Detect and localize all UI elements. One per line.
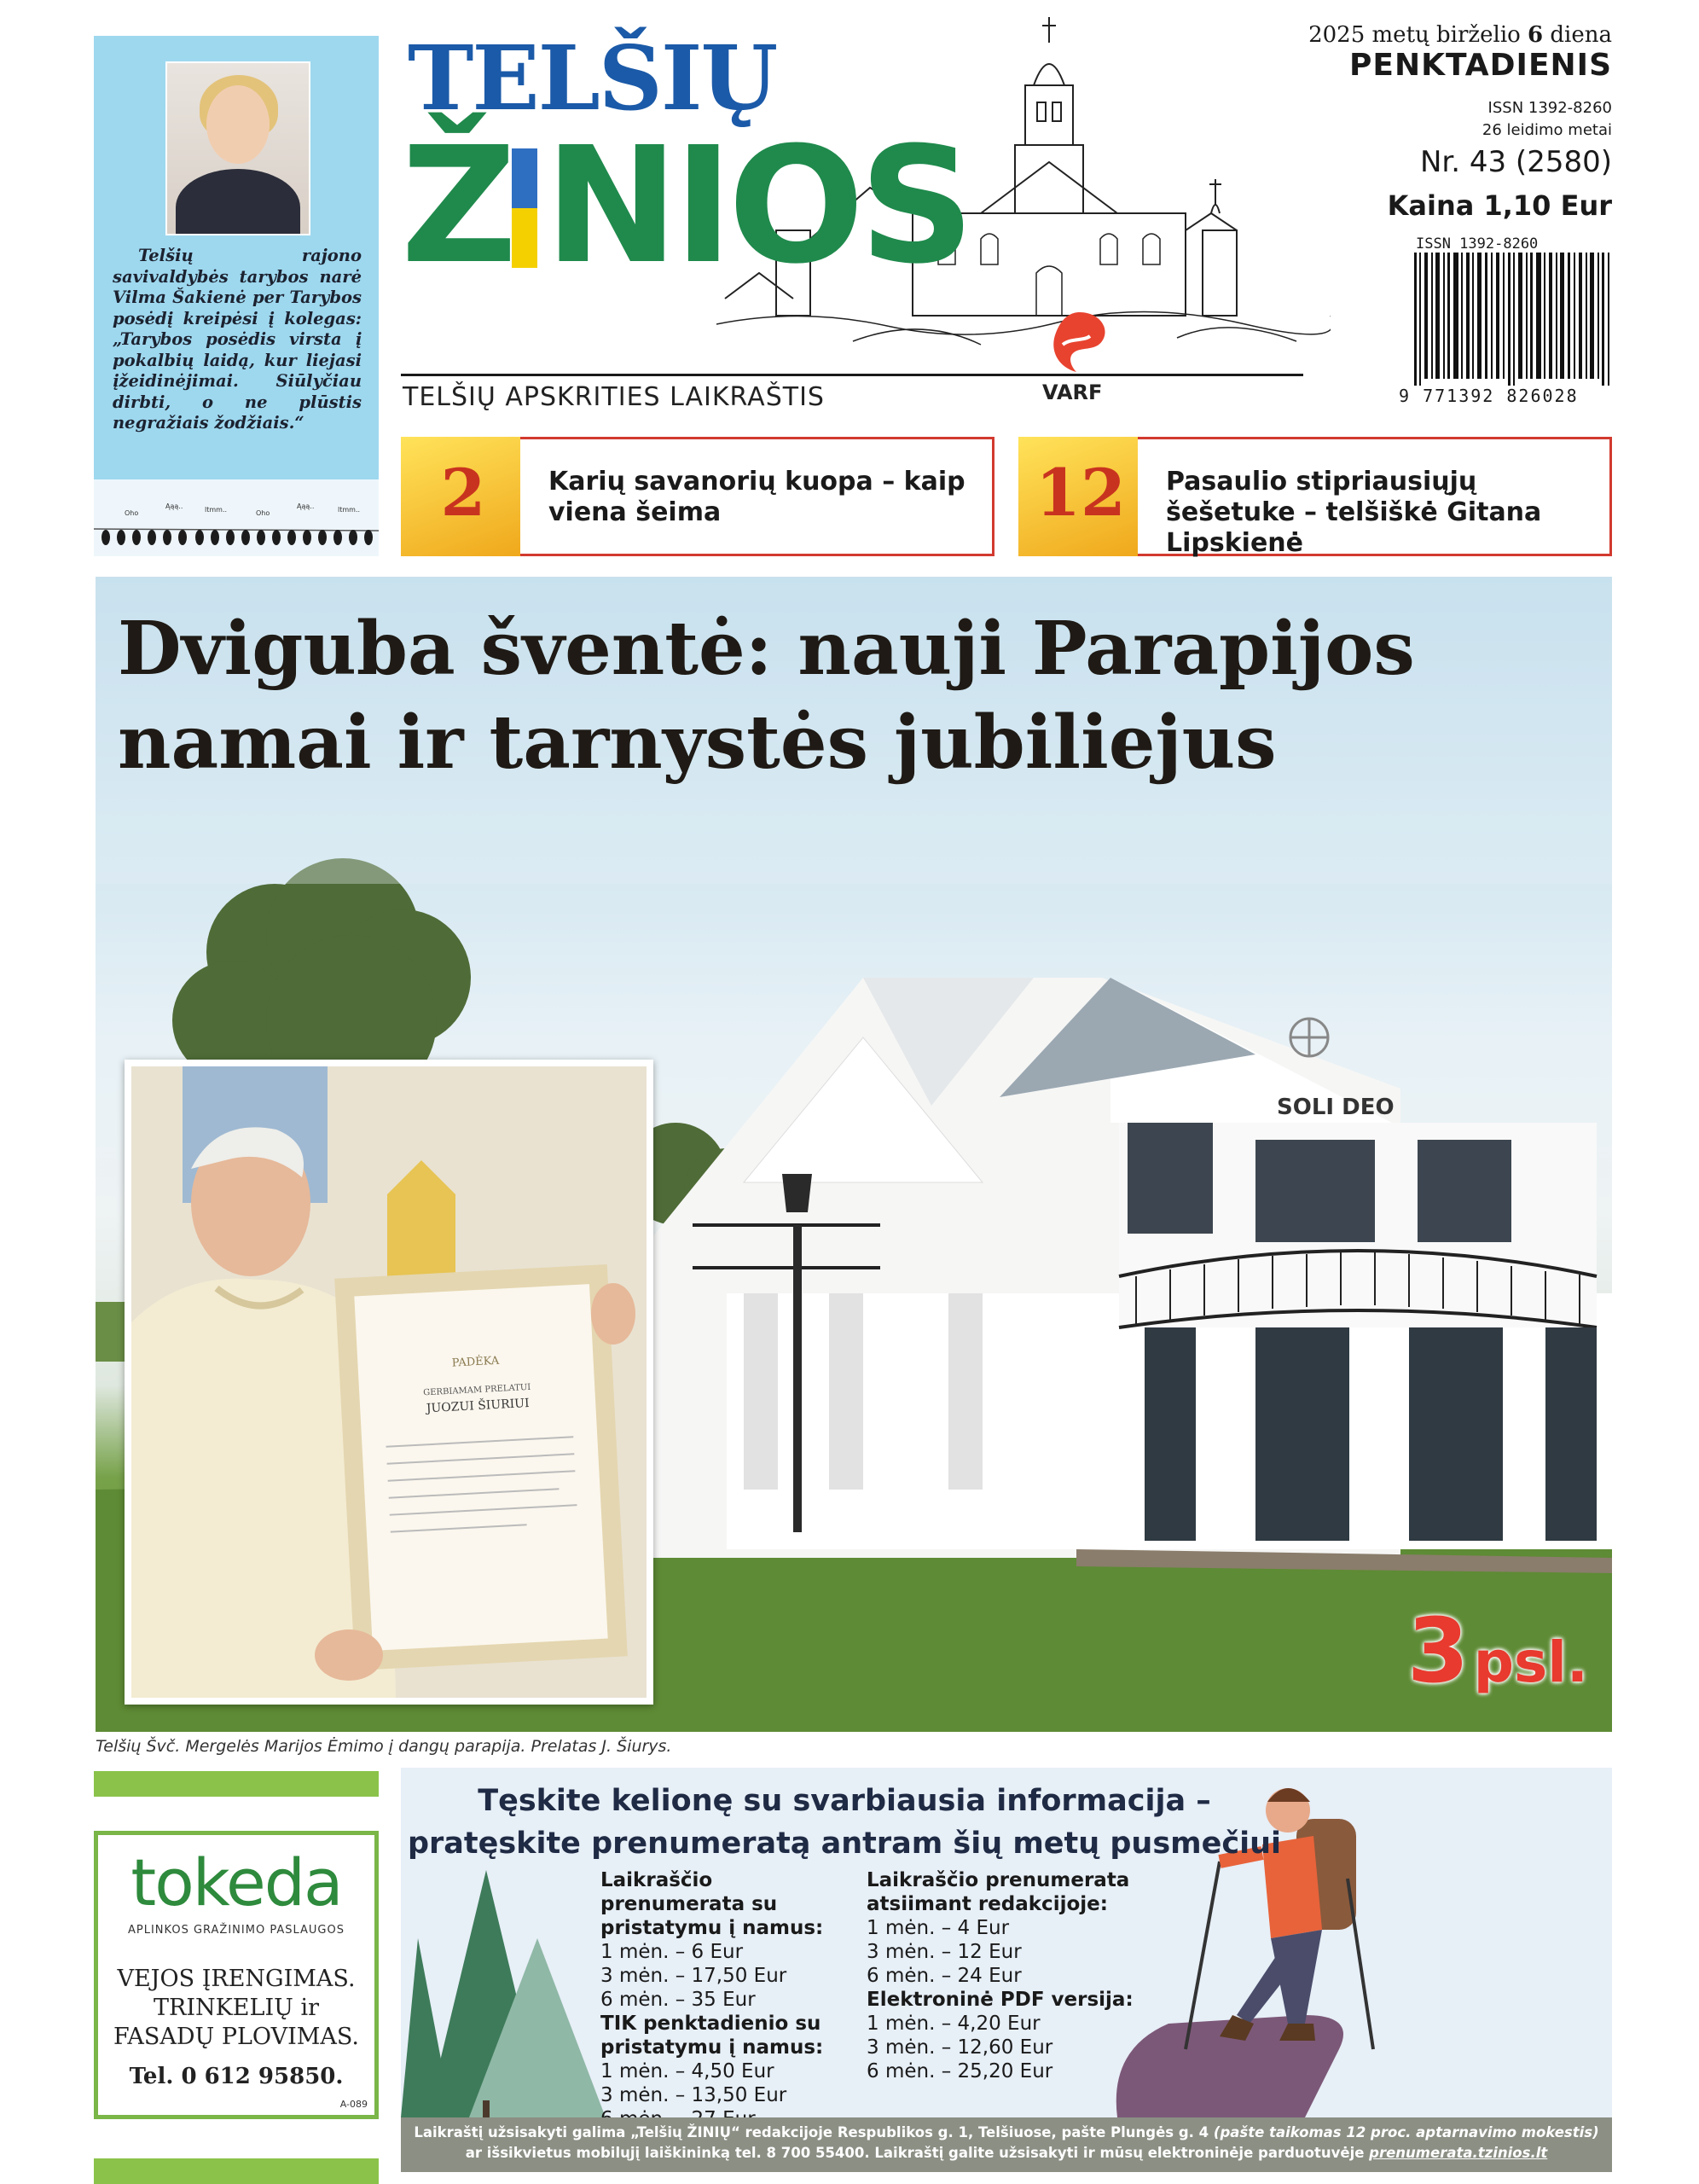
price-row: 3 mėn. – 17,50 Eur: [600, 1965, 787, 1987]
lead-photo-caption: Telšių Švč. Mergelės Marijos Ėmimo į dangų parapija. Prelatas J. Šiurys.: [96, 1737, 672, 1756]
issue-number: Nr. 43 (2580): [1419, 145, 1612, 179]
masthead-subtitle: TELŠIŲ APSKRITIES LAIKRAŠTIS: [403, 382, 825, 412]
home-delivery-heading: Laikraščio prenumerata su pristatymu į namus:: [600, 1869, 824, 1939]
footer-line-1: Laikraštį užsisakyti galima „Telšių ŽINIŲ“ redakcijoje Respublikos g. 1, Telšiuose, pašte Plungės g. 4: [414, 2124, 1209, 2140]
subscription-column-home: [600, 1868, 856, 2131]
building-sign: SOLI DEO: [1277, 1095, 1395, 1120]
price-row: 1 mėn. – 4,20 Eur: [867, 2013, 1041, 2035]
issue-publishing-year: 26 leidimo metai: [1482, 121, 1612, 139]
price-row: 1 mėn. – 4,50 Eur: [600, 2060, 774, 2082]
svg-text:Ąąą..: Ąąą..: [165, 502, 183, 510]
masthead-title-first-letter: Ž: [401, 113, 513, 299]
lead-page-label: psl.: [1473, 1629, 1588, 1695]
issue-issn: ISSN 1392-8260: [1487, 99, 1612, 117]
subscription-shop-link[interactable]: prenumerata.tzinios.lt: [1369, 2145, 1548, 2161]
tokeda-logo: tokeda: [130, 1844, 342, 1920]
varf-logo-icon: [1046, 307, 1114, 375]
subscription-promo[interactable]: [401, 1768, 1612, 2172]
teaser-title: Pasaulio stipriausiųjų šešetuke – telšiškė Gitana Lipskienė: [1166, 467, 1542, 558]
svg-text:ltmm..: ltmm..: [338, 506, 361, 514]
green-divider: [94, 2158, 379, 2184]
office-pickup-heading: Laikraščio prenumerata atsiimant redakcijoje:: [867, 1869, 1130, 1915]
ukraine-flag-letter-i: [512, 148, 537, 268]
svg-text:ltmm..: ltmm..: [205, 506, 228, 514]
masthead-title-top: TELŠIŲ: [408, 26, 777, 131]
lead-story[interactable]: [96, 577, 1612, 1732]
birds-on-wire-illustration: [94, 479, 379, 556]
subscription-headline-line-1: Tęskite kelionę su svarbiausia informacija –: [478, 1784, 1211, 1818]
pdf-version-heading: Elektroninė PDF versija:: [867, 1989, 1134, 2011]
lead-page-reference[interactable]: [1407, 1599, 1588, 1703]
issue-weekday: PENKTADIENIS: [1349, 48, 1612, 83]
price-row: 1 mėn. – 4 Eur: [867, 1917, 1010, 1939]
price-row: 6 mėn. – 35 Eur: [600, 1989, 756, 2011]
teaser-page-2[interactable]: [401, 437, 994, 556]
lead-headline[interactable]: Dviguba šventė: nauji Parapijos namai ir tarnystės jubiliejus: [118, 606, 1415, 786]
certificate-title: PADĖKA: [451, 1354, 500, 1370]
masthead-rule: [401, 374, 1303, 376]
subscription-column-office: [867, 1868, 1139, 2083]
price-row: 1 mėn. – 6 Eur: [600, 1941, 744, 1963]
issue-date: [1308, 22, 1612, 48]
barcode-issn: ISSN 1392-8260: [1416, 235, 1539, 253]
footer-note: (pašte taikomas 12 proc. aptarnavimo mokestis): [1213, 2124, 1599, 2140]
price-row: 3 mėn. – 12,60 Eur: [867, 2036, 1053, 2059]
prelate-with-certificate-illustration: [131, 1066, 647, 1698]
price-row: 3 mėn. – 12 Eur: [867, 1941, 1022, 1963]
issue-date-prefix: 2025 metų birželio: [1308, 22, 1528, 48]
tokeda-advertisement[interactable]: [94, 1831, 379, 2119]
svg-text:Oho: Oho: [256, 509, 270, 517]
barcode-digits: 9 771392 826028: [1399, 386, 1579, 406]
varf-logo-text: VARF: [1042, 380, 1103, 404]
svg-text:Oho: Oho: [125, 509, 139, 517]
price-row: 6 mėn. – 24 Eur: [867, 1965, 1022, 1987]
certificate-line-1: GERBIAMAM PRELATUI: [422, 1382, 531, 1398]
prelate-photo: [125, 1060, 653, 1705]
lead-page-number: 3: [1406, 1599, 1470, 1703]
svg-text:Ąąą..: Ąąą..: [297, 502, 315, 510]
issue-date-day: 6: [1528, 22, 1544, 48]
subscription-footer: [401, 2117, 1612, 2172]
tokeda-tagline: APLINKOS GRAŽINIMO PASLAUGOS: [128, 1924, 345, 1937]
quote-text: Telšių rajono savivaldybės tarybos narė Vilma Šakienė per Tarybos posėdį kreipėsi į kolegas: „Tarybos posėdis virsta į pokalbių laidą, kur liejasi įžeidinėjimai. Siūlyčiau dirbti, o ne plūstis negražiais žodžiais.“: [113, 246, 362, 433]
masthead-title-bottom: [401, 113, 970, 299]
councillor-portrait: [165, 61, 310, 235]
issue-price: Kaina 1,10 Eur: [1387, 189, 1612, 222]
quote-column: [94, 36, 379, 556]
teaser-page-number: 2: [440, 455, 486, 531]
subscription-headline-line-2: pratęskite prenumeratą antram šių metų pusmečiui: [407, 1827, 1282, 1861]
tokeda-services: VEJOS ĮRENGIMAS. TRINKELIŲ ir FASADŲ PLOVIMAS.: [113, 1966, 360, 2050]
masthead-title-rest: NIOS: [544, 113, 970, 299]
price-row: 6 mėn. – 25,20 Eur: [867, 2060, 1053, 2082]
certificate-line-2: JUOZUI ŠIURIUI: [426, 1396, 530, 1416]
ad-code: A-089: [339, 2099, 368, 2110]
subscription-headline: [401, 1780, 1288, 1865]
issue-date-suffix: diena: [1543, 22, 1612, 48]
tokeda-phone[interactable]: Tel. 0 612 95850.: [129, 2064, 344, 2089]
green-divider: [94, 1771, 379, 1797]
teaser-page-12[interactable]: [1018, 437, 1612, 556]
footer-line-2: ar išsikvietus mobilųjį laiškininką tel. 8 700 55400. Laikraštį galite užsisakyti ir mūsų elektroninėje parduotuvėje: [465, 2145, 1365, 2161]
teaser-title: Karių savanorių kuopa – kaip viena šeima: [548, 467, 965, 527]
friday-delivery-heading: TIK penktadienio su pristatymu į namus:: [600, 2013, 824, 2059]
barcode-icon: [1412, 253, 1614, 386]
price-row: 3 mėn. – 13,50 Eur: [600, 2084, 787, 2106]
teaser-page-number: 12: [1035, 455, 1126, 531]
